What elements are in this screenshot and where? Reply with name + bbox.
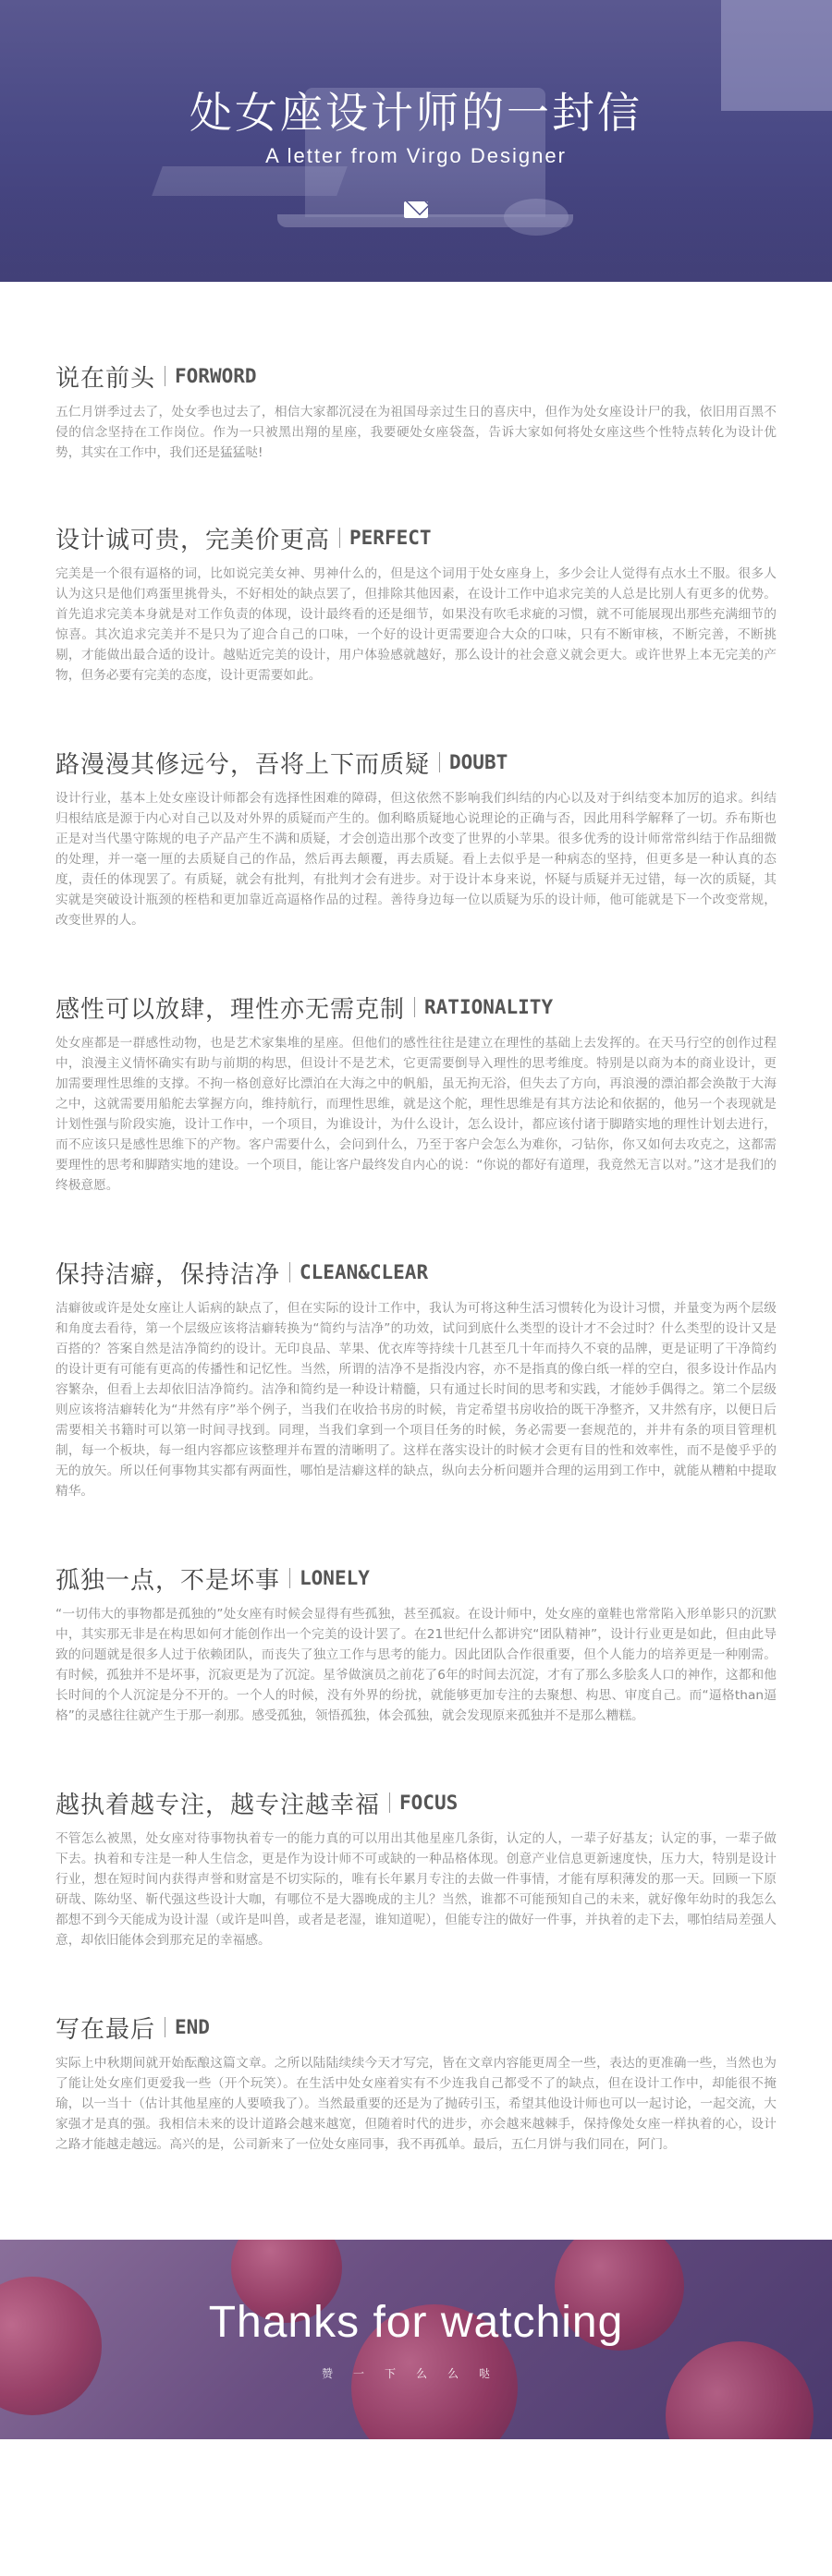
page-subtitle: A letter from Virgo Designer <box>265 144 567 167</box>
section-title-en: END <box>175 2016 210 2038</box>
section-title-en: DOUBT <box>449 751 508 773</box>
section-title-en: FORWORD <box>175 365 257 387</box>
section-title-cn: 孤独一点，不是坏事 <box>55 1566 281 1595</box>
section-forword <box>55 362 777 463</box>
section-clean-clear <box>55 1258 777 1501</box>
section-body: 设计行业，基本上处女座设计师都会有选择性困难的障碍，但这依然不影响我们纠结的内心以及对于纠结变本加厉的追求。纠结归根结底是源于内心对自己以及对外界的质疑而产生的。伽利略质疑地心说理论的正确与否，因此用科学解释了一切。乔布斯也正是对当代墨守陈规的电子产品产生不满和质疑，才会创造出那个改变了世界的小苹果。很多优秀的设计师常常纠结于作品细微的处理，并一毫一厘的去质疑自己的作品，然后再去颠覆，再去质疑。看上去似乎是一种病态的坚持，但更多是一种认真的态度，责任的体现罢了。有质疑，就会有批判，有批判才会有进步。对于设计本身来说，怀疑与质疑并无过错，每一次的质疑，其实就是突破设计瓶颈的桎梏和更加靠近高逼格作品的过程。善待身边每一位以质疑为乐的设计师，他可能就是下一个改变常规，改变世界的人。 <box>55 791 777 928</box>
section-body: 洁癖彼或许是处女座让人诟病的缺点了，但在实际的设计工作中，我认为可将这种生活习惯转化为设计习惯，并量变为两个层级和角度去看待，第一个层级应该将洁癖转换为“简约与洁净”的功效，试问到底什么类型的设计才不会过时？什么类型的设计又是百搭的？答案自然是洁净简约的设计。无印良品、苹果、优衣库等持续十几甚至几十年而持久不衰的品牌，更是证明了干净简约的设计更有可能有更高的传播性和记忆性。当然，所谓的洁净不是指没内容，亦不是指真的像白纸一样的空白，很多设计作品内容繁杂，但看上去却依旧洁净简约。洁净和简约是一种设计精髓，只有通过长时间的思考和实践，才能妙手偶得之。第二个层级则应该将洁癖转化为“井然有序”举个例子，当我们在收拾书房的时候，肯定希望书房收拾的既干净整齐，又井然有序，以便日后需要相关书籍时可以第一时间寻找到。同理，当我们拿到一个项目任务的时候，务必需要一套规范的，并井有条的项目管理机制，每一个板块，每一组内容都应该整理并布置的清晰明了。这样在落实设计的时候才会更有目的性和效率性，而不是傻乎乎的无的放矢。所以任何事物其实都有两面性，哪怕是洁癖这样的缺点，纵向去分析问题并合理的运用到工作中，就能从糟粕中提取精华。 <box>55 1301 777 1499</box>
section-heading <box>55 362 777 393</box>
section-title-en: FOCUS <box>399 1792 459 1814</box>
section-heading <box>55 993 777 1024</box>
heading-divider <box>289 1568 290 1588</box>
section-title-en: CLEAN&CLEAR <box>300 1261 429 1283</box>
footer-banner <box>0 2240 832 2439</box>
section-focus <box>55 1789 777 1950</box>
section-title-en: LONELY <box>300 1567 370 1589</box>
section-title-cn: 越执着越专注，越专注越幸福 <box>55 1791 381 1819</box>
section-title-cn: 保持洁癖，保持洁净 <box>55 1260 281 1289</box>
raspberry-image <box>666 2341 814 2439</box>
section-title-cn: 感性可以放肆，理性亦无需克制 <box>55 995 406 1024</box>
section-title-cn: 说在前头 <box>55 364 156 393</box>
section-heading <box>55 2013 777 2044</box>
section-title-en: PERFECT <box>349 527 432 549</box>
section-end <box>55 2013 777 2155</box>
letter-content <box>0 362 832 2155</box>
section-heading <box>55 1258 777 1289</box>
desk-overlay <box>0 171 832 282</box>
heading-divider <box>289 1262 290 1282</box>
section-title-cn: 写在最后 <box>55 2015 156 2044</box>
heading-divider <box>439 752 440 772</box>
heading-divider <box>389 1792 390 1813</box>
section-body: 处女座都是一群感性动物，也是艺术家集堆的星座。但他们的感性往往是建立在理性的基础上去发挥的。在天马行空的创作过程中，浪漫主义情怀确实有助与前期的构思，但设计不是艺术，它更需要倒导入理性的思考维度。特别是以商为本的商业设计，更加需要理性思维的支撑。不拘一格创意好比漂泊在大海之中的帆船，虽无拘无浴，但失去了方向，再浪漫的漂泊都会涣散于大海之中，这就需要用船舵去掌握方向，维持航行，而理性思维，就是这个舵，理性思维是有其方法论和依据的，他另一个表现就是计划性强与阶段实施，设计工作中，一个项目，为谁设计，为什么设计，怎么设计，都应该付诸于脚踏实地的理性计划去进行，而不应该只是感性思维下的产物。客户需要什么，会问到什么，乃至于客户会怎么为难你，刁钻你，你又如何去攻克之，这都需要理性的思考和脚踏实地的建设。一个项目，能让客户最终发自内心的说：“你说的都好有道理，我竟然无言以对。”这才是我们的终极意愿。 <box>55 1036 777 1193</box>
mail-icon[interactable] <box>404 201 428 218</box>
section-title-en: RATIONALITY <box>424 996 554 1018</box>
section-lonely <box>55 1564 777 1726</box>
section-heading <box>55 748 777 779</box>
section-heading <box>55 524 777 552</box>
hero-banner <box>0 0 832 282</box>
section-title-cn: 设计诚可贵，完美价更高 <box>55 526 331 554</box>
section-body: “一切伟大的事物都是孤独的”处女座有时候会显得有些孤独，甚至孤寂。在设计师中，处女座的童鞋也常常陷入形单影只的沉默中，其实那无非是在构思如何才能创作出一个完美的设计罢了。在21世纪什么都讲究“团队精神”，设计行业更是如此，但由此导致的问题就是很多人过于依赖团队，而丧失了独立工作与思考的能力。因此团队合作很重要，但个人能力的培养更是一种刚需。有时候，孤独并不是坏事，沉寂更是为了沉淀。星爷做演员之前花了6年的时间去沉淀，才有了那么多脍炙人口的神作，这都和他长时间的个人沉淀是分不开的。一个人的时候，没有外界的纷扰，就能够更加专注的去聚想、构思、审度自己。而“逼格than逼格”的灵感往往就产生于那一刹那。感受孤独，领悟孤独，体会孤独，就会发现原来孤独并不是那么糟糕。 <box>55 1607 777 1723</box>
section-body: 完美是一个很有逼格的词，比如说完美女神、男神什么的，但是这个词用于处女座身上，多少会让人觉得有点水土不服。很多人认为这只是他们鸡蛋里挑骨头，不好相处的缺点罢了，但排除其他因素，在设计工作中追求完美的人总是比别人有更多的优势。首先追求完美本身就是对工作负责的体现，设计最终看的还是细节，如果没有吹毛求疵的习惯，就不可能展现出那些充满细节的惊喜。其次追求完美并不是只为了迎合自己的口味，一个好的设计更需要迎合大众的口味，只有不断审核，不断完善，不断挑剔，才能做出最合适的设计。越贴近完美的设计，用户体验感就越好，那么设计的社会意义就会更大。或许世界上本无完美的产物，但务必要有完美的态度，设计更需要如此。 <box>55 566 777 683</box>
section-body: 五仁月饼季过去了，处女季也过去了，相信大家都沉浸在为祖国母亲过生日的喜庆中，但作为处女座设计尸的我，依旧用百黑不侵的信念坚持在工作岗位。作为一只被黑出翔的星座，我要硬处女座袋盔，告诉大家如何将处女座这些个性特点转化为设计优势，其实在工作中，我们还是猛猛哒! <box>55 405 777 460</box>
heading-divider <box>414 997 415 1017</box>
section-body: 不管怎么被黑，处女座对待事物执着专一的能力真的可以用出其他星座几条街，认定的人，一辈子好基友；认定的事，一辈子做下去。执着和专注是一种人生信念，更是作为设计师不可或缺的一种品格体现。创意产业信息更新速度快，压力大，特别是设计行业，想在短时间内获得声誉和财富是不切实际的，唯有长年累月专注的去做一件事情，才能有厚积薄发的那一天。回顾一下原研哉、陈幼坚、靳代强这些设计大咖，有哪位不是大器晚成的主儿？当然，谁都不可能预知自己的未来，就好像年幼时的我怎么都想不到今天能成为设计湿（或许是叫兽，或者是老湿，谁知道呢），但能专注的做好一件事，并执着的走下去，哪怕结局差强人意，却依旧能体会到那充足的幸福感。 <box>55 1831 777 1948</box>
section-heading <box>55 1789 777 1817</box>
section-heading <box>55 1564 777 1595</box>
section-perfect <box>55 524 777 686</box>
section-body: 实际上中秋期间就开始酝酿这篇文章。之所以陆陆续续今天才写完，皆在文章内容能更周全一些，表达的更准确一些，当然也为了能让处女座们更爱我一些（开个玩笑）。在生活中处女座着实有不少连我自己都受不了的缺点，但在设计工作中，却能很不掩瑜，以一当十（估计其他星座的人要喷我了）。当然最重要的还是为了抛砖引玉，希望其他设计师也可以一起讨论，一起交流，大家强才是真的强。我相信未来的设计道路会越来越宽，但随着时代的进步，亦会越来越棘手，保持像处女座一样执着的心，设计之路才能越走越远。高兴的是，公司新来了一位处女座同事，我不再孤单。最后，五仁月饼与我们同在，阿门。 <box>55 2056 777 2152</box>
section-doubt <box>55 748 777 930</box>
thanks-text: Thanks for watching <box>208 2298 624 2347</box>
section-rationality <box>55 993 777 1196</box>
heading-divider <box>339 528 340 548</box>
section-title-cn: 路漫漫其修远兮，吾将上下而质疑 <box>55 750 431 779</box>
page-title: 处女座设计师的一封信 <box>190 88 642 138</box>
like-link[interactable]: 赞一下么么哒 <box>321 2367 510 2380</box>
